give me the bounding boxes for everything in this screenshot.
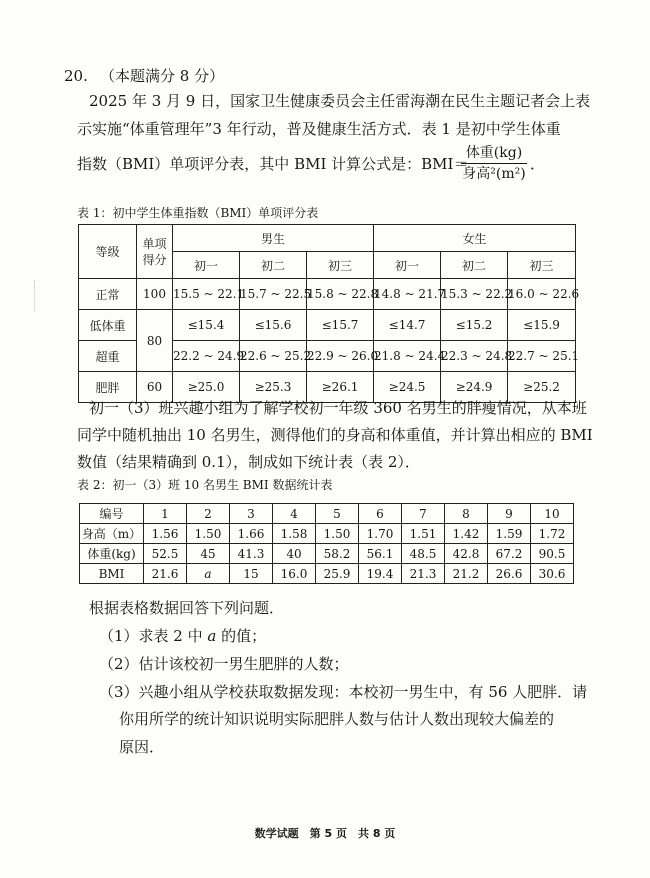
table-cell: 1: [144, 504, 187, 524]
table-cell: ≤15.7: [307, 310, 374, 341]
table-cell: 56.1: [359, 544, 402, 564]
table-cell: 67.2: [488, 544, 531, 564]
table-cell: 25.9: [316, 564, 359, 584]
row-level: 超重: [79, 341, 137, 372]
table-cell: 15: [230, 564, 273, 584]
intro-line-1: 2025 年 3 月 9 日，国家卫生健康委员会主任雷海潮在民生主题记者会上表: [89, 92, 591, 110]
header-year: 初二: [441, 252, 508, 279]
table-cell: 48.5: [402, 544, 445, 564]
table-cell: 40: [273, 544, 316, 564]
table-cell: 7: [402, 504, 445, 524]
header-score: 单项得分: [137, 225, 173, 279]
row-label: BMI: [80, 564, 144, 584]
header-year: 初三: [508, 252, 576, 279]
header-year: 初一: [173, 252, 240, 279]
questions-intro: 根据表格数据回答下列问题．: [89, 599, 285, 617]
table-cell: 22.2 ~ 24.9: [173, 341, 240, 372]
table-cell: 58.2: [316, 544, 359, 564]
row-level: 肥胖: [79, 372, 137, 403]
table-cell: 15.7 ~ 22.5: [240, 279, 307, 310]
header-year: 初二: [240, 252, 307, 279]
table-cell: ≥25.3: [240, 372, 307, 403]
table-cell: 15.8 ~ 22.8: [307, 279, 374, 310]
table-cell: 14.8 ~ 21.7: [374, 279, 441, 310]
table-cell: ≥25.0: [173, 372, 240, 403]
table1-row-underweight: [79, 310, 576, 341]
table-cell: 90.5: [531, 544, 574, 564]
table-cell: ≥26.1: [307, 372, 374, 403]
row-score: 80: [137, 310, 173, 372]
table-cell: 16.0 ~ 22.6: [508, 279, 576, 310]
table-cell: 1.50: [316, 524, 359, 544]
table-cell: 1.42: [445, 524, 488, 544]
sub-question-1-prefix: （1）求表 2 中: [99, 627, 208, 645]
row-label: 体重(kg): [80, 544, 144, 564]
table-cell: 22.6 ~ 25.2: [240, 341, 307, 372]
sub-question-2: （2）估计该校初一男生肥胖的人数；: [99, 655, 349, 673]
sub-question-1-suffix: 的值；: [216, 627, 267, 645]
paragraph2-line-3: 数值（结果精确到 0.1），制成如下统计表（表 2）．: [77, 453, 420, 471]
formula-tail: ．: [530, 155, 546, 173]
table-cell: 4: [273, 504, 316, 524]
table-cell: ≥24.5: [374, 372, 441, 403]
table-cell: 19.4: [359, 564, 402, 584]
table2-row-bmi: [80, 564, 574, 584]
table-cell: 21.6: [144, 564, 187, 584]
table-cell: ≤14.7: [374, 310, 441, 341]
margin-mark: [34, 280, 36, 312]
paragraph2-line-2: 同学中随机抽出 10 名男生，测得他们的身高和体重值，并计算出相应的 BMI: [77, 426, 593, 444]
row-level: 低体重: [79, 310, 137, 341]
table-cell: 1.50: [187, 524, 230, 544]
table-cell: 22.9 ~ 26.0: [307, 341, 374, 372]
bmi-score-table: [78, 224, 580, 403]
table-cell: ≥25.2: [508, 372, 576, 403]
table2-caption: 表 2：初一（3）班 10 名男生 BMI 数据统计表: [77, 478, 333, 492]
table-cell: ≤15.9: [508, 310, 576, 341]
table-cell: 6: [359, 504, 402, 524]
formula-numerator: 体重(kg): [461, 144, 527, 164]
table-cell: 22.3 ~ 24.8: [441, 341, 508, 372]
table-cell: 45: [187, 544, 230, 564]
variable-a: a: [207, 627, 217, 645]
table-cell: ≥24.9: [441, 372, 508, 403]
intro-line-2: 示实施“体重管理年”3 年行动，普及健康生活方式．表 1 是初中学生体重: [77, 120, 561, 138]
bmi-formula-fraction: [461, 144, 527, 184]
table2-row-height: [80, 524, 574, 544]
table-cell: 1.51: [402, 524, 445, 544]
table-cell: 15.3 ~ 22.2: [441, 279, 508, 310]
table-cell: 3: [230, 504, 273, 524]
header-grade: 等级: [79, 225, 137, 279]
row-level: 正常: [79, 279, 137, 310]
header-year: 初一: [374, 252, 441, 279]
page-footer: 数学试题 第 5 页 共 8 页: [254, 827, 396, 840]
table-cell: ≤15.4: [173, 310, 240, 341]
table-cell: 15.5 ~ 22.1: [173, 279, 240, 310]
header-male: 男生: [173, 225, 374, 252]
row-label: 身高（m）: [80, 524, 144, 544]
sub-question-3-line-2: 你用所学的统计知识说明实际肥胖人数与估计人数出现较大偏差的: [119, 710, 555, 728]
question-number: 20.: [64, 67, 88, 85]
table-cell: 30.6: [531, 564, 574, 584]
table1-header-row: [79, 225, 576, 252]
table-cell: ≤15.6: [240, 310, 307, 341]
table-cell: 8: [445, 504, 488, 524]
intro-line-3: 指数（BMI）单项评分表，其中 BMI 计算公式是：BMI＝: [77, 155, 469, 173]
table-cell: 1.58: [273, 524, 316, 544]
table-cell: a: [187, 564, 230, 584]
table-cell: 21.3: [402, 564, 445, 584]
table-cell: 1.56: [144, 524, 187, 544]
header-female: 女生: [374, 225, 576, 252]
bmi-data-table: [79, 503, 574, 584]
table1-caption: 表 1：初中学生体重指数（BMI）单项评分表: [77, 206, 319, 220]
table2-row-weight: [80, 544, 574, 564]
question-points: （本题满分 8 分）: [100, 67, 225, 85]
table-cell: 41.3: [230, 544, 273, 564]
sub-question-3-line-3: 原因．: [119, 738, 165, 756]
formula-denominator: 身高²(m²): [462, 166, 526, 182]
table-cell: 2: [187, 504, 230, 524]
row-label: 编号: [80, 504, 144, 524]
row-score: 60: [137, 372, 173, 403]
table-cell: 1.59: [488, 524, 531, 544]
table-cell: ≤15.2: [441, 310, 508, 341]
header-year: 初三: [307, 252, 374, 279]
table-cell: 21.2: [445, 564, 488, 584]
table-cell: 16.0: [273, 564, 316, 584]
table-cell: 52.5: [144, 544, 187, 564]
sub-question-1: [99, 626, 266, 646]
row-score: 100: [137, 279, 173, 310]
table-cell: 22.7 ~ 25.1: [508, 341, 576, 372]
table-cell: 5: [316, 504, 359, 524]
table-cell: 26.6: [488, 564, 531, 584]
table-cell: 1.70: [359, 524, 402, 544]
sub-question-3-line-1: （3）兴趣小组从学校获取数据发现：本校初一男生中，有 56 人肥胖．请: [99, 683, 588, 701]
table-cell: 1.72: [531, 524, 574, 544]
table-cell: 9: [488, 504, 531, 524]
table-cell: 42.8: [445, 544, 488, 564]
table1-row-normal: [79, 279, 576, 310]
table-cell: 10: [531, 504, 574, 524]
table2-row-id: [80, 504, 574, 524]
table-cell: 1.66: [230, 524, 273, 544]
paragraph2-line-1: 初一（3）班兴趣小组为了解学校初一年级 360 名男生的胖瘦情况，从本班: [89, 399, 587, 417]
table-cell: 21.8 ~ 24.4: [374, 341, 441, 372]
